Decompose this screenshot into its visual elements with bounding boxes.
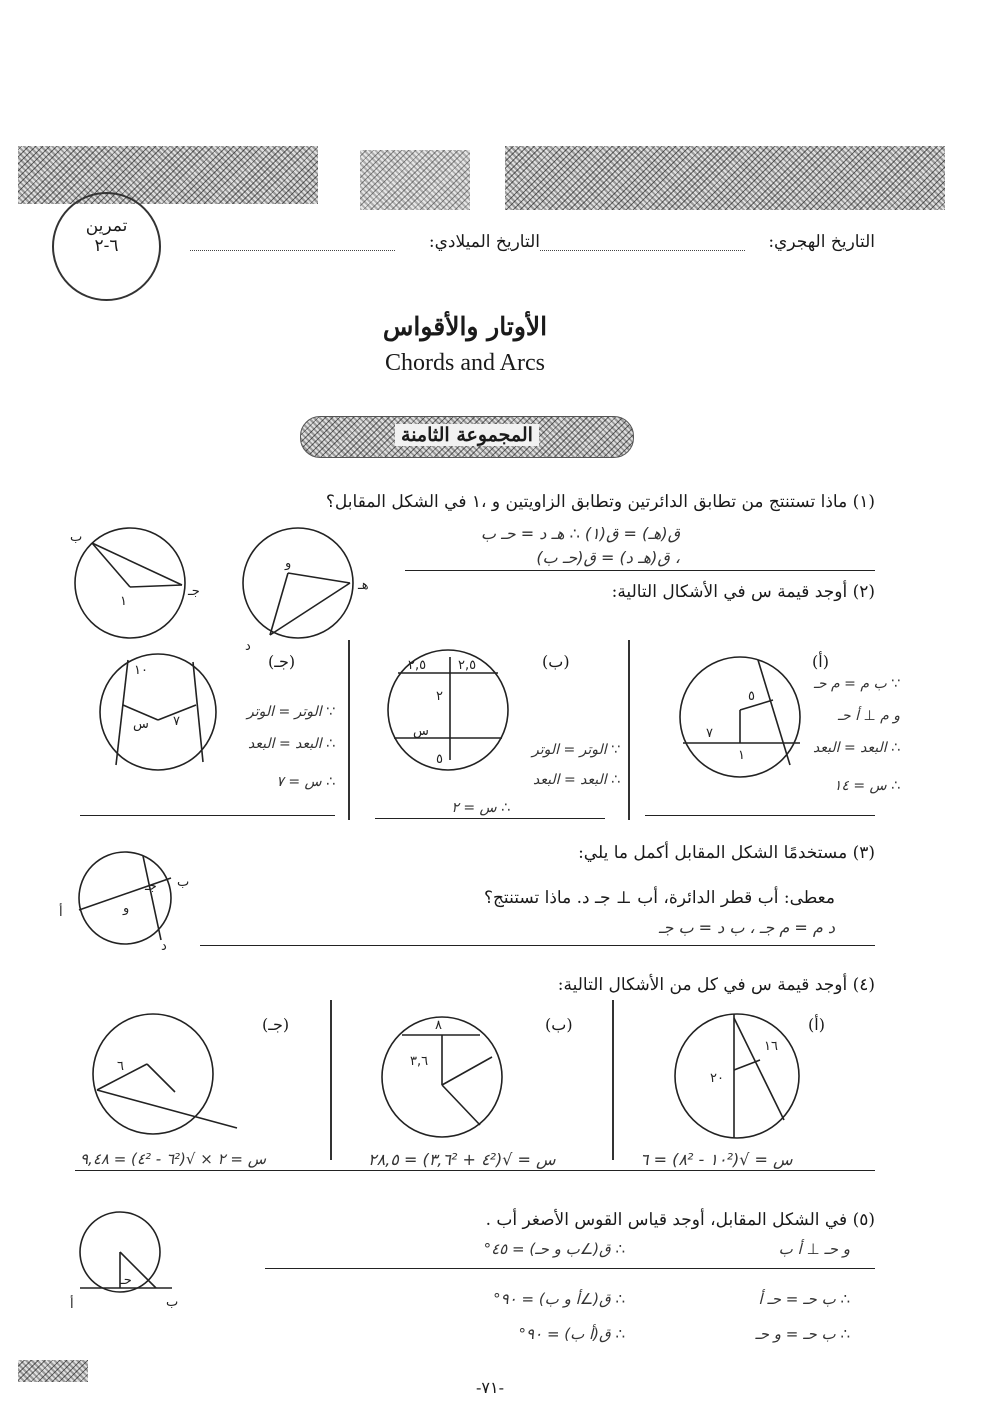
q4-divider-1 <box>330 1000 332 1160</box>
q5-r2: ∴ ب حـ = حـ أ <box>758 1290 850 1308</box>
q4-answer-line <box>75 1170 875 1171</box>
header-banner-right <box>505 146 945 210</box>
q4a-figure <box>672 1010 807 1145</box>
q1-label-1: ١ <box>120 594 127 609</box>
q4a-n1: ١٦ <box>764 1039 778 1054</box>
q3-label-w: و <box>123 901 130 916</box>
q2a-line-4: ∴ س = ١٤ <box>833 778 900 794</box>
q2c-line-2: ∴ البعد = البعد <box>248 736 335 752</box>
q4a-answer: س = √(١٠² - ٨²) = ٦ <box>640 1150 793 1169</box>
q5-r1: و حـ ⊥ أ ب <box>778 1240 850 1258</box>
header-banner-mid <box>360 150 470 210</box>
q4b-n2: ٣,٦ <box>410 1054 429 1069</box>
q2b-answer-line <box>375 818 605 819</box>
q2b-n2: ٢,٥ <box>458 658 477 673</box>
q2b-line-1: ∵ الوتر = الوتر <box>531 742 620 758</box>
q2a-n1: ٥ <box>748 689 755 704</box>
q4b-figure <box>380 1015 510 1145</box>
q5-label-a: أ <box>70 1297 74 1312</box>
q2b-n5: ٥ <box>436 752 443 767</box>
q1-label-b: ب <box>70 530 83 545</box>
q4a-tag: (أ) <box>808 1015 825 1034</box>
q3-answer-line <box>200 945 875 946</box>
q2b-line-3: ∴ س = ٢ <box>451 800 510 816</box>
q2-divider-2 <box>628 640 630 820</box>
q5-label-j: حـ <box>120 1273 132 1288</box>
q2b-line-2: ∴ البعد = البعد <box>533 772 620 788</box>
q4c-tag: (جـ) <box>262 1015 290 1034</box>
q3-text: (٣) مستخدمًا الشكل المقابل أكمل ما يلي: <box>578 843 875 863</box>
q3-label-b: ب <box>177 875 190 890</box>
badge-word: تمرين <box>85 216 128 236</box>
q1-label-j: جـ <box>188 584 200 599</box>
q2a-answer-line <box>645 815 875 816</box>
q2b-tag: (ب) <box>542 652 570 671</box>
q4c-figure <box>85 1012 225 1140</box>
page-title-ar: الأوتار والأقواس <box>382 312 548 341</box>
page-title-en: Chords and Arcs <box>385 350 545 376</box>
q2c-answer-line <box>80 815 335 816</box>
q4b-n1: ٨ <box>435 1018 442 1033</box>
footer-stamp <box>18 1360 88 1382</box>
q2c-n3: س <box>133 717 149 732</box>
q4b-tag: (ب) <box>545 1015 573 1034</box>
q4-text: (٤) أوجد قيمة س في كل من الأشكال التالية: <box>557 975 875 995</box>
q2c-n2: ٧ <box>173 714 180 729</box>
q2b-n3: ٢ <box>436 689 443 704</box>
q4c-answer: س = ٢ × √(٦² - ٤²) = ٩,٤٨ <box>80 1150 267 1168</box>
q1-figure-left <box>70 525 200 640</box>
q2a-tag: (أ) <box>812 652 829 671</box>
q2c-line-3: ∴ س = ٧ <box>276 774 335 790</box>
gregorian-date-field[interactable] <box>190 250 395 251</box>
q1-answer-2: ، ق(هـ د) = ق(حـ ب) <box>536 548 680 567</box>
q2b-n1: ٢,٥ <box>408 658 427 673</box>
q2a-line-2: و م ⊥ أ حـ <box>837 708 900 724</box>
q4a-n2: ٢٠ <box>710 1071 724 1086</box>
q4-divider-2 <box>612 1000 614 1160</box>
q2a-line-1: ∵ ب م = م حـ <box>813 676 900 692</box>
q4b-answer: س = √(٤² + ٣,٦²) = ٢٨,٥ <box>368 1150 556 1169</box>
q2c-tag: (جـ) <box>268 652 296 671</box>
q1-text: (١) ماذا تستنتج من تطابق الدائرتين وتطابق الزاويتين و ،١ في الشكل المقابل؟ <box>325 492 875 512</box>
q2c-figure <box>98 650 218 775</box>
q2-text: (٢) أوجد قيمة س في الأشكال التالية: <box>611 582 875 602</box>
q3-answer: د م = م جـ ، ب د = ب جـ <box>658 918 835 937</box>
q3-label-a: أ <box>59 905 63 920</box>
header-banner-left <box>18 146 318 204</box>
hijri-date-field[interactable] <box>540 250 745 251</box>
q5-r1b: ∴ ق(∠ب و حـ) = ٤٥° <box>483 1240 625 1258</box>
q3-given: معطى: أب قطر الدائرة، أب ⊥ جـ د. ماذا تستنتج؟ <box>483 888 835 908</box>
q2b-figure <box>388 645 510 775</box>
hijri-date-label: التاريخ الهجري: <box>768 232 875 252</box>
q4c-n1: ٦ <box>117 1059 124 1074</box>
group-label: المجموعة الثامنة <box>395 424 539 446</box>
q1-label-h: هـ <box>358 578 369 593</box>
q5-r2b: ∴ ق(∠أ و ب) = ٩٠° <box>493 1290 625 1308</box>
gregorian-date-label: التاريخ الميلادي: <box>428 232 540 252</box>
q1-answer-1: ق(هـ) = ق(١) ∴ هـ د = حـ ب <box>480 524 680 543</box>
q1-answer-line <box>405 570 875 571</box>
q5-r3: ∴ ب حـ = و حـ <box>755 1325 850 1343</box>
q5-figure <box>70 1210 180 1310</box>
q3-label-d: د <box>161 939 167 954</box>
q2b-n4: س <box>413 724 429 739</box>
q2a-n3: ١ <box>738 748 745 763</box>
page-number: -٧١- <box>476 1378 504 1397</box>
q1-left-circle <box>75 528 185 638</box>
q5-answer-line <box>265 1268 875 1269</box>
q2-divider-1 <box>348 640 350 820</box>
q3-figure <box>59 850 195 954</box>
q5-text: (٥) في الشكل المقابل، أوجد قياس القوس الأصغر أب . <box>485 1210 875 1230</box>
group-label-box <box>300 416 634 458</box>
q2c-n1: ١٠ <box>134 663 148 678</box>
q5-r3b: ∴ ق(أ ب) = ٩٠° <box>518 1325 625 1343</box>
q1-figure-right <box>240 525 369 654</box>
q3-label-j: جـ <box>145 879 157 894</box>
badge-number: ٦-٢ <box>94 236 119 256</box>
q2a-n2: ٧ <box>706 726 713 741</box>
exercise-badge <box>52 192 161 301</box>
q2a-figure <box>678 655 803 780</box>
q2c-line-1: ∵ الوتر = الوتر <box>246 704 335 720</box>
q1-right-circle <box>243 528 353 638</box>
q2a-line-3: ∴ البعد = البعد <box>813 740 900 756</box>
q5-label-b: ب <box>166 1295 179 1310</box>
q1-label-w: و <box>285 556 292 571</box>
q1-label-d: د <box>245 639 251 654</box>
